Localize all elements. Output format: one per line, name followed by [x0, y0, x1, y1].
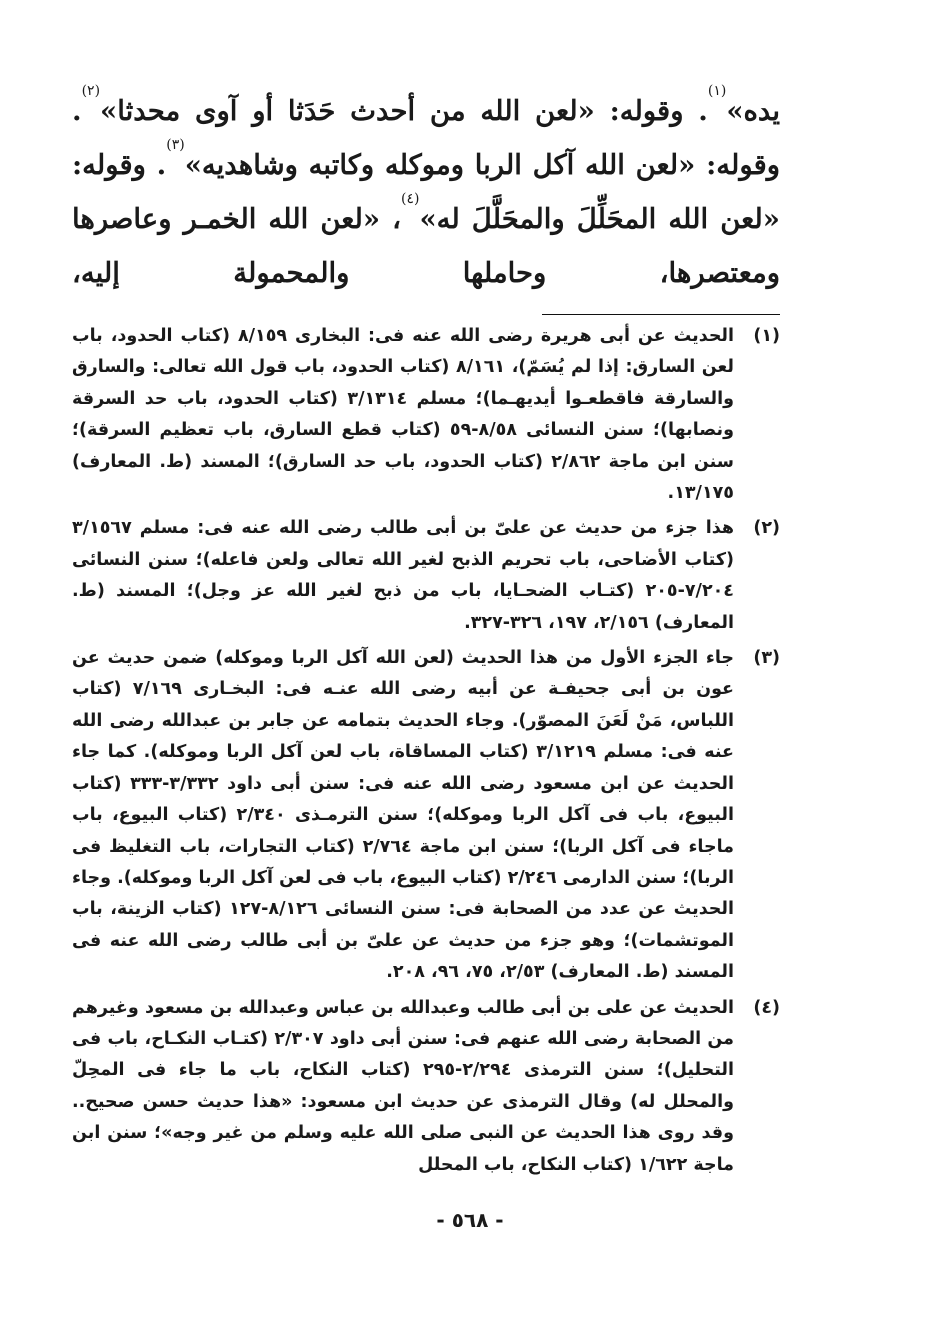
footnote-number: (٤): [753, 997, 780, 1018]
footnote-text: الحديث عن أبى هريرة رضى الله عنه فى: البخارى ٨/١٥٩ (كتاب الحدود، باب لعن السارق: إذا لم يُسَمّ)، ٨/١٦١ (كتاب الحدود، باب قول الله تعالى: والسارق والسارقة فاقطعـوا أيديهـما)؛ مسلم ٣/١٣١٤ (كتاب الحدود، باب حد السرقة ونصابها)؛ سنن النسائى ٨/٥٨-٥٩ (كتاب قطع السارق، باب تعظيم السرقة)؛ سنن ابن ماجة ٢/٨٦٢ (كتاب الحدود، باب حد السارق)؛ المسند (ط. المعارف) ١٣/١٧٥.: [72, 326, 734, 504]
footnote-ref-1[interactable]: (١): [707, 83, 727, 99]
footnote-text: جاء الجزء الأول من هذا الحديث (لعن الله آكل الربا وموكله) ضمن حديث عن عون بن أبى جحيفـة عن أبيه رضى الله عنـه فى: البخـارى ٧/١٦٩ (كتاب اللباس، مَنْ لَعَنَ المصوّر). وجاء الحديث بتمامه عن جابر بن عبدالله رضى الله عنه فى: مسلم ٣/١٢١٩ (كتاب المساقاة، باب لعن آكل الربا وموكله). كما جاء الحديث عن ابن مسعود رضى الله عنه فى: سنن أبى داود ٣/٣٣٢-٣٣٣ (كتاب البيوع، باب فى آكل الربا وموكله)؛ سنن الترمـذى ٢/٣٤٠ (كتاب البيوع، باب ماجاء فى آكل الربا)؛ سنن ابن ماجة ٢/٧٦٤ (كتاب التجارات، باب التغليظ فى الربا)؛ سنن الدارمى ٢/٢٤٦ (كتاب البيوع، باب فى لعن آكل الربا وموكله). وجاء الحديث عن عدد من الصحابة فى: سنن النسائى ٨/١٢٦-١٢٧ (كتاب الزينة، باب الموتشمات)؛ وهو جزء من حديث عن علىّ بن أبى طالب رضى الله عنه فى المسند (ط. المعارف) ٢/٥٣، ٧٥، ٩٦، ٢٠٨.: [72, 648, 735, 983]
main-text-segment-3: . وقوله: «لعن الله آكل الربا وموكله وكاتبه وشاهديه»: [72, 95, 780, 181]
footnote-number: (١): [753, 326, 780, 346]
footnote-ref-4[interactable]: (٤): [400, 191, 420, 207]
footnote-2: [72, 513, 780, 639]
footnote-4: [72, 993, 780, 1181]
footnote-separator: [542, 314, 780, 315]
footnote-number: (٣): [753, 648, 780, 669]
main-text: [72, 84, 780, 300]
footnotes-section: [72, 321, 780, 1181]
page-number: - ٥٦٨ -: [436, 1208, 504, 1232]
footnote-text: هذا جزء من حديث عن علىّ بن أبى طالب رضى الله عنه فى: مسلم ٣/١٥٦٧ (كتاب الأضاحى، باب تحريم الذبح لغير الله تعالى ولعن فاعله)؛ سنن النسائى ٧/٢٠٤-٢٠٥ (كتـاب الضحـايا، باب من ذبح لغير الله عز وجل)؛ المسند (ط. المعارف) ٢/١٥٦، ١٩٧، ٣٢٦-٣٢٧.: [72, 518, 734, 633]
main-text-segment-4: . وقوله: «لعن الله المحَلِّلَ والمحَلَّلَ له»: [72, 149, 780, 235]
main-text-segment-1: يده»: [726, 95, 780, 127]
footnote-ref-3[interactable]: (٣): [166, 137, 185, 153]
main-text-segment-2: . وقوله: «لعن الله من أحدث حَدَثا أو آوى محدثا»: [100, 95, 708, 127]
main-text-segment-5: ، «لعن الله الخمـر وعاصرها ومعتصرها، وحاملها والمحمولة إليه،: [72, 203, 780, 289]
footnote-3: [72, 643, 780, 988]
footnote-ref-2[interactable]: (٢): [81, 83, 101, 99]
footnote-number: (٢): [753, 518, 780, 539]
footnote-text: الحديث عن على بن أبى طالب وعبدالله بن عباس وعبدالله بن مسعود وغيرهم من الصحابة رضى الله عنهم فى: سنن أبى داود ٢/٣٠٧ (كتـاب النكـاح، باب فى التحليل)؛ سنن الترمذى ٢/٢٩٤-٢٩٥ (كتاب النكاح، باب ما جاء فى المحِلّ والمحلل له) وقال الترمذى عن حديث ابن مسعود: «هذا حديث حسن صحيح.. وقد روى هذا الحديث عن النبى صلى الله عليه وسلم من غير وجه»؛ سنن ابن ماجة ١/٦٢٢ (كتاب النكاح، باب المحلل: [72, 997, 734, 1175]
page-body: [72, 84, 780, 1185]
footnote-1: [72, 321, 780, 509]
